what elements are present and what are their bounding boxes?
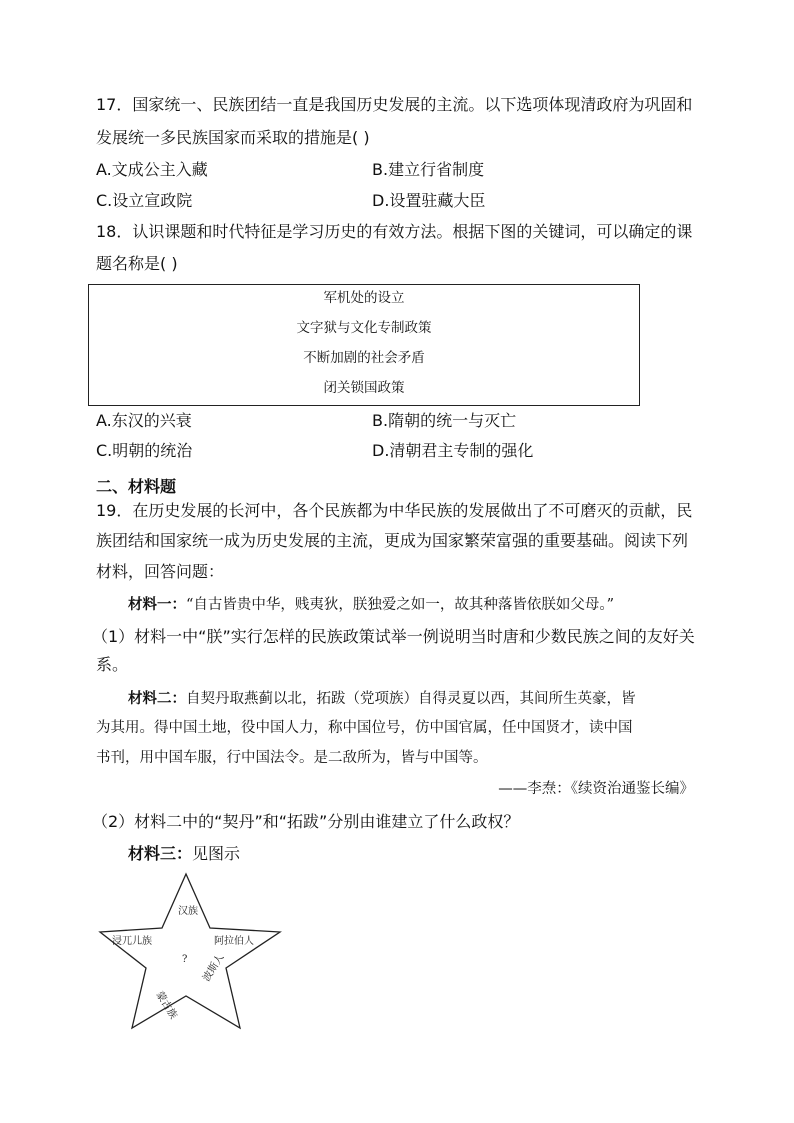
material-2-line2: 为其用。得中国土地，役中国人力，称中国位号，仿中国官属，任中国贤才，读中国 [96, 720, 633, 736]
star-label-top: 汉族 [178, 906, 198, 917]
q17-stem-line2: 发展统一多民族国家而采取的措施是( ) [96, 128, 370, 147]
q17-option-c: C.设立宣政院 [96, 191, 193, 210]
material-2-label: 材料二： [128, 690, 186, 707]
keyword-box [88, 284, 640, 406]
material-1-text: “自古皆贵中华，贱夷狄，朕独爱之如一，故其种落皆依朕如父母。” [186, 597, 615, 613]
material-3 [128, 843, 240, 865]
q18-stem-line1: 18．认识课题和时代特征是学习历史的有效方法。根据下图的关键词，可以确定的课 [96, 222, 693, 241]
q17-option-a: A.文成公主入藏 [96, 160, 208, 179]
keyword-item: 闭关锁国政策 [323, 380, 405, 396]
q17-option-b: B.建立行省制度 [372, 160, 485, 179]
ethnic-groups-star-diagram [96, 870, 286, 1032]
material-2-source: ——李焘：《续资治通鉴长编》 [498, 781, 694, 797]
q17-option-d: D.设置驻藏大臣 [372, 191, 486, 210]
q19-stem-line1: 19．在历史发展的长河中，各个民族都为中华民族的发展做出了不可磨灭的贡献，民 [96, 501, 693, 520]
star-label-bottom-right: 波斯人 [201, 952, 227, 984]
q18-option-b: B.隋朝的统一与灭亡 [372, 411, 517, 430]
material-3-label: 材料三： [128, 844, 193, 863]
q17-stem-line1: 17．国家统一、民族团结一直是我国历史发展的主流。以下选项体现清政府为巩固和 [96, 95, 693, 114]
sub-question-1-line1: （1）材料一中“朕”实行怎样的民族政策试举一例说明当时唐和少数民族之间的友好关 [92, 627, 695, 646]
q18-option-a: A.东汉的兴衰 [96, 411, 192, 430]
star-outline [100, 874, 280, 1028]
q19-stem-line3: 材料，回答问题： [96, 562, 225, 581]
material-1 [128, 593, 614, 616]
keyword-item: 军机处的设立 [323, 290, 405, 306]
star-label-center: ? [182, 954, 188, 965]
material-2-line3: 书刊，用中国车服，行中国法令。是二敌所为，皆与中国等。 [96, 750, 488, 766]
sub-question-1-line2: 系。 [96, 655, 129, 674]
material-3-text: 见图示 [192, 844, 241, 863]
star-label-right: 阿拉伯人 [214, 936, 254, 947]
section-heading: 二、材料题 [96, 477, 177, 496]
q19-stem-line2: 族团结和国家统一成为历史发展的主流，更成为国家繁荣富强的重要基础。阅读下列 [96, 531, 689, 550]
material-1-label: 材料一： [128, 596, 186, 613]
q18-stem-line2: 题名称是( ) [96, 254, 178, 273]
material-2-text: 自契丹取燕蓟以北，拓跋（党项族）自得灵夏以西，其间所生英豪，皆 [186, 691, 636, 707]
q18-option-d: D.清朝君主专制的强化 [372, 441, 534, 460]
star-label-left: 浸兀儿族 [112, 936, 152, 947]
star-label-bottom-left: 蒙古族 [153, 989, 179, 1022]
q18-option-c: C.明朝的统治 [96, 441, 193, 460]
keyword-item: 文字狱与文化专制政策 [296, 320, 432, 336]
sub-question-2: （2）材料二中的“契丹”和“拓跋”分别由谁建立了什么政权？ [92, 812, 520, 831]
material-2-line1 [128, 687, 636, 710]
keyword-item: 不断加剧的社会矛盾 [303, 350, 425, 366]
